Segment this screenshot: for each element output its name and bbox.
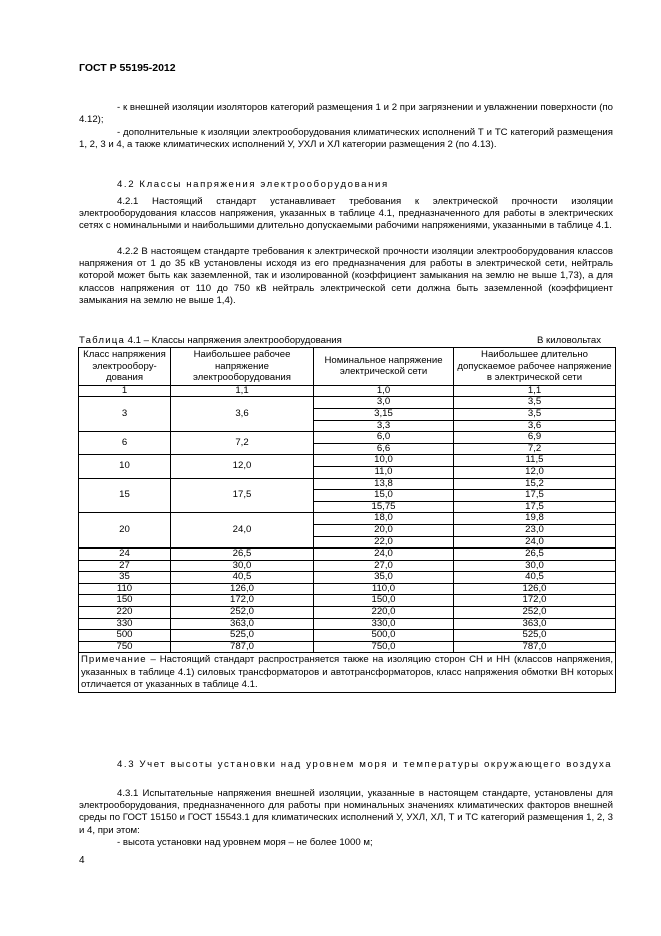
- header-max-operating-voltage: Наибольшее рабочее напряжение электрооборудования: [171, 348, 314, 386]
- table-row: [79, 513, 616, 525]
- table-row: [79, 397, 616, 409]
- cell-max-operating-voltage: 12,0: [171, 455, 314, 478]
- table-units: В киловольтах: [536, 335, 601, 346]
- paragraph-4-3-1: 4.3.1 Испытательные напряжения внешней изоляции, указанные в настоящем стандарте, установлены для электрооборудования, предназначенного для работы при номинальных значениях климатических факторов внешней среды по ГОСТ 15150 и ГОСТ 15543.1 для климатических исполнений У, УХЛ, ХЛ, Т и ТС категорий размещения 1, 2, 3 и 4, при этом:: [79, 788, 613, 836]
- cell-voltage-class: 10: [79, 455, 171, 478]
- cell-max-continuous-voltage: 26,5: [454, 548, 616, 560]
- cell-nominal-network-voltage: 22,0: [314, 536, 454, 548]
- cell-max-continuous-voltage: 6,9: [454, 432, 616, 444]
- table-note-row: [79, 653, 616, 693]
- cell-voltage-class: 150: [79, 595, 171, 607]
- header-voltage-class: Класс напряжения электрообору-дования: [79, 348, 171, 386]
- cell-nominal-network-voltage: 24,0: [314, 548, 454, 560]
- cell-max-continuous-voltage: 40,5: [454, 572, 616, 584]
- cell-max-continuous-voltage: 3,5: [454, 408, 616, 420]
- section-4-3-heading: 4.3 Учет высоты установки над уровнем моря и температуры окружающего воздуха: [117, 759, 613, 770]
- cell-nominal-network-voltage: 18,0: [314, 513, 454, 525]
- cell-max-continuous-voltage: 172,0: [454, 595, 616, 607]
- table-row: [79, 560, 616, 572]
- cell-voltage-class: 27: [79, 560, 171, 572]
- cell-nominal-network-voltage: 150,0: [314, 595, 454, 607]
- voltage-classes-table: [78, 347, 616, 693]
- cell-max-operating-voltage: 172,0: [171, 595, 314, 607]
- cell-nominal-network-voltage: 1,0: [314, 385, 454, 397]
- cell-nominal-network-voltage: 330,0: [314, 618, 454, 630]
- cell-max-continuous-voltage: 525,0: [454, 630, 616, 642]
- cell-max-continuous-voltage: 24,0: [454, 536, 616, 548]
- table-note: [79, 653, 616, 693]
- intro-item-2: - дополнительные к изоляции электрооборудования климатических исполнений Т и ТС категорий размещения 1, 2, 3 и 4, а также климатических исполнений У, УХЛ и ХЛ категории размещения 2 (по 4.13).: [79, 127, 613, 151]
- cell-voltage-class: 6: [79, 432, 171, 455]
- table-caption-label: Таблица: [79, 335, 126, 346]
- cell-max-continuous-voltage: 3,5: [454, 397, 616, 409]
- intro-item-1: - к внешней изоляции изоляторов категорий размещения 1 и 2 при загрязнении и увлажнении поверхности (по 4.12);: [79, 102, 613, 126]
- cell-nominal-network-voltage: 10,0: [314, 455, 454, 467]
- cell-voltage-class: 1: [79, 385, 171, 397]
- table-row: [79, 385, 616, 397]
- table-row: [79, 630, 616, 642]
- cell-max-operating-voltage: 3,6: [171, 397, 314, 432]
- cell-max-operating-voltage: 252,0: [171, 607, 314, 619]
- cell-nominal-network-voltage: 15,0: [314, 490, 454, 502]
- cell-max-operating-voltage: 26,5: [171, 548, 314, 560]
- cell-voltage-class: 110: [79, 583, 171, 595]
- cell-max-operating-voltage: 787,0: [171, 641, 314, 653]
- cell-max-continuous-voltage: 19,8: [454, 513, 616, 525]
- cell-nominal-network-voltage: 13,8: [314, 478, 454, 490]
- cell-voltage-class: 220: [79, 607, 171, 619]
- section-4-2-heading: 4.2 Классы напряжения электрооборудования: [117, 179, 389, 190]
- cell-voltage-class: 3: [79, 397, 171, 432]
- table-row: [79, 618, 616, 630]
- table-row: [79, 572, 616, 584]
- cell-voltage-class: 24: [79, 548, 171, 560]
- cell-nominal-network-voltage: 220,0: [314, 607, 454, 619]
- cell-max-operating-voltage: 40,5: [171, 572, 314, 584]
- cell-max-continuous-voltage: 3,6: [454, 420, 616, 432]
- cell-nominal-network-voltage: 3,3: [314, 420, 454, 432]
- table-row: [79, 641, 616, 653]
- cell-voltage-class: 750: [79, 641, 171, 653]
- table-caption: [79, 335, 615, 346]
- table-row: [79, 432, 616, 444]
- cell-max-continuous-voltage: 252,0: [454, 607, 616, 619]
- cell-nominal-network-voltage: 3,15: [314, 408, 454, 420]
- cell-max-operating-voltage: 126,0: [171, 583, 314, 595]
- cell-max-operating-voltage: 1,1: [171, 385, 314, 397]
- document-header: ГОСТ Р 55195-2012: [79, 62, 176, 74]
- table-row: [79, 455, 616, 467]
- cell-voltage-class: 35: [79, 572, 171, 584]
- table-header-row: [79, 348, 616, 386]
- cell-max-continuous-voltage: 126,0: [454, 583, 616, 595]
- table-caption-title: 4.1 – Классы напряжения электрооборудования: [125, 335, 342, 346]
- cell-max-continuous-voltage: 30,0: [454, 560, 616, 572]
- cell-max-continuous-voltage: 11,5: [454, 455, 616, 467]
- cell-voltage-class: 330: [79, 618, 171, 630]
- cell-nominal-network-voltage: 11,0: [314, 466, 454, 478]
- cell-max-continuous-voltage: 17,5: [454, 490, 616, 502]
- header-max-continuous-voltage: Наибольшее длительно допускаемое рабочее напряжение в электрической сети: [454, 348, 616, 386]
- paragraph-4-3-1-item: - высота установки над уровнем моря – не более 1000 м;: [117, 837, 373, 848]
- cell-nominal-network-voltage: 110,0: [314, 583, 454, 595]
- cell-nominal-network-voltage: 20,0: [314, 524, 454, 536]
- cell-nominal-network-voltage: 35,0: [314, 572, 454, 584]
- cell-nominal-network-voltage: 27,0: [314, 560, 454, 572]
- cell-max-operating-voltage: 30,0: [171, 560, 314, 572]
- cell-voltage-class: 500: [79, 630, 171, 642]
- cell-max-continuous-voltage: 7,2: [454, 443, 616, 455]
- cell-max-continuous-voltage: 17,5: [454, 501, 616, 513]
- cell-nominal-network-voltage: 15,75: [314, 501, 454, 513]
- table-row: [79, 595, 616, 607]
- cell-max-operating-voltage: 7,2: [171, 432, 314, 455]
- paragraph-4-2-2: 4.2.2 В настоящем стандарте требования к электрической прочности изоляции электрооборудования классов напряжения от 1 до 35 кВ установлены исходя из его предназначения для работы в электрической сети, нейтраль которой может быть как заземленной, так и изолированной (коэффициент замыкания на землю не выше 1,73), а для классов напряжения от 110 до 750 кВ нейтраль электрической сети должна быть заземленной (коэффициент замыкания на землю не выше 1,4).: [79, 246, 613, 306]
- table-row: [79, 607, 616, 619]
- cell-nominal-network-voltage: 500,0: [314, 630, 454, 642]
- table-row: [79, 583, 616, 595]
- header-nominal-network-voltage: Номинальное напряжение электрической сети: [314, 348, 454, 386]
- cell-max-continuous-voltage: 1,1: [454, 385, 616, 397]
- cell-max-continuous-voltage: 12,0: [454, 466, 616, 478]
- cell-max-operating-voltage: 363,0: [171, 618, 314, 630]
- cell-max-continuous-voltage: 787,0: [454, 641, 616, 653]
- cell-max-continuous-voltage: 15,2: [454, 478, 616, 490]
- cell-nominal-network-voltage: 6,0: [314, 432, 454, 444]
- cell-max-operating-voltage: 24,0: [171, 513, 314, 548]
- cell-nominal-network-voltage: 6,6: [314, 443, 454, 455]
- table-note-label: Примечание: [81, 654, 147, 666]
- cell-max-operating-voltage: 525,0: [171, 630, 314, 642]
- table-body: [79, 385, 616, 653]
- table-row: [79, 548, 616, 560]
- table-row: [79, 478, 616, 490]
- table-note-text: – Настоящий стандарт распространяется также на изоляцию сторон СН и НН (классов напряжения, указанных в таблице 4.1) силовых трансформаторов и автотрансформаторов, класс напряжения обмотки ВН которых отличается от указанных в таблице 4.1.: [81, 654, 613, 690]
- cell-nominal-network-voltage: 750,0: [314, 641, 454, 653]
- cell-max-operating-voltage: 17,5: [171, 478, 314, 513]
- page-number: 4: [79, 855, 85, 866]
- cell-max-continuous-voltage: 23,0: [454, 524, 616, 536]
- cell-nominal-network-voltage: 3,0: [314, 397, 454, 409]
- paragraph-4-2-1: 4.2.1 Настоящий стандарт устанавливает требования к электрической прочности изоляции электрооборудования классов напряжения, указанных в таблице 4.1, предназначенного для работы в электрических сетях с номинальными и наибольшими длительно допускаемыми рабочими напряжениями, указанными в таблице 4.1.: [79, 196, 613, 232]
- cell-voltage-class: 15: [79, 478, 171, 513]
- cell-max-continuous-voltage: 363,0: [454, 618, 616, 630]
- cell-voltage-class: 20: [79, 513, 171, 548]
